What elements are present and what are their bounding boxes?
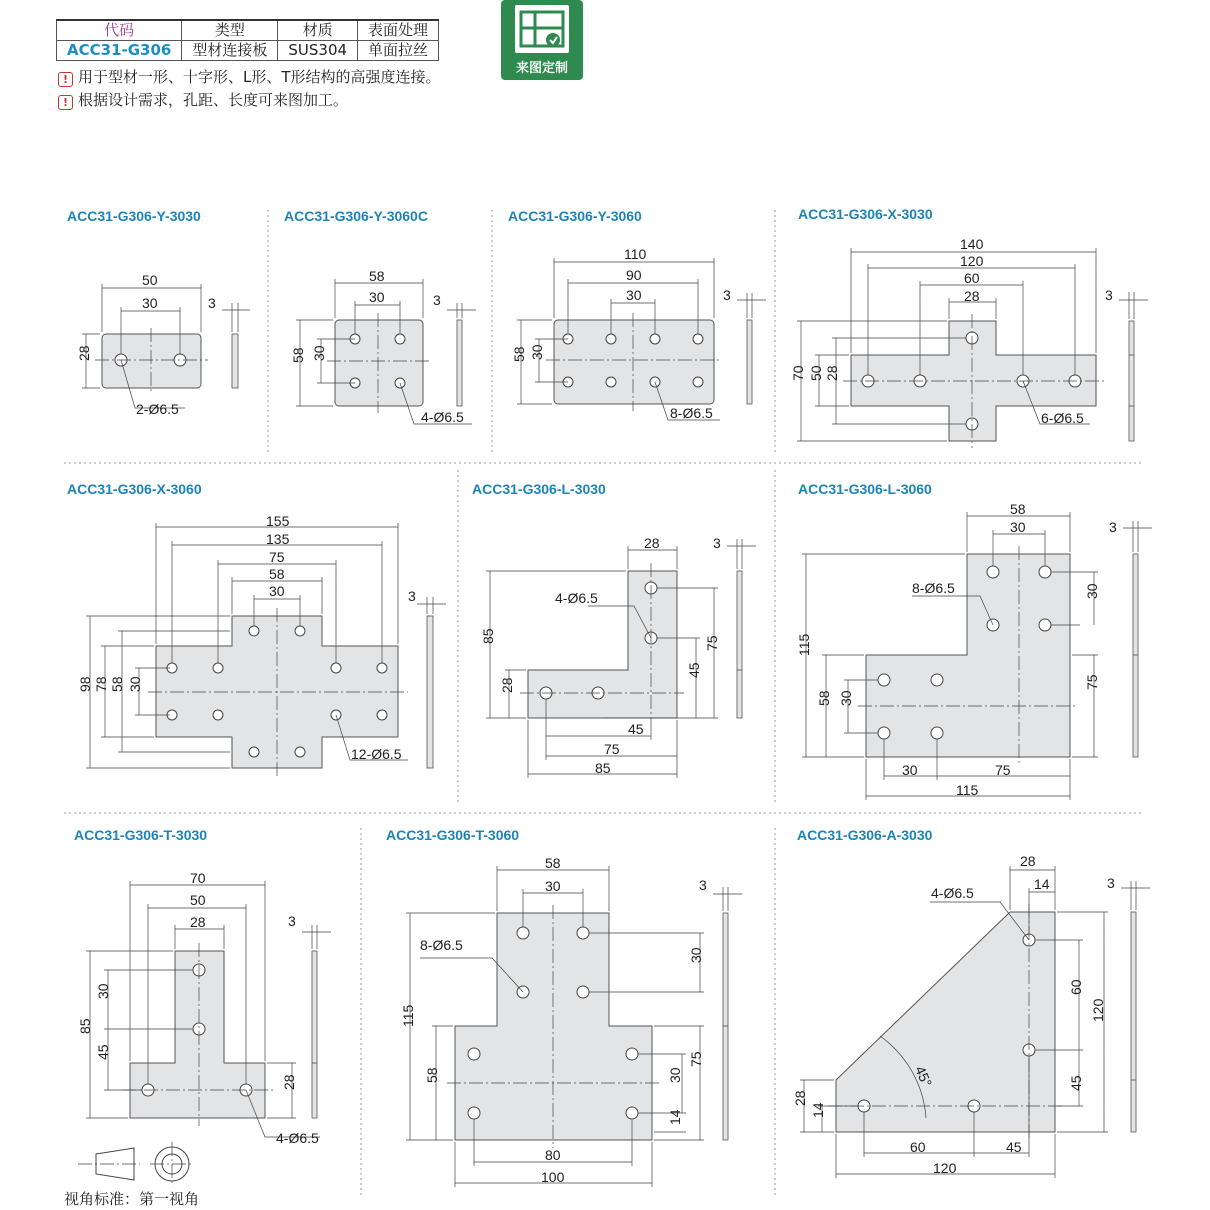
svg-text:30: 30 — [127, 676, 143, 692]
plate-side-view — [747, 320, 752, 404]
svg-text:100: 100 — [541, 1169, 565, 1185]
svg-text:28: 28 — [792, 1090, 808, 1106]
svg-text:50: 50 — [808, 365, 824, 381]
part-title: ACC31-G306-X-3060 — [67, 481, 202, 497]
value-code: ACC31-G306 — [57, 41, 182, 61]
svg-text:3: 3 — [408, 588, 416, 604]
svg-text:58: 58 — [1010, 501, 1026, 517]
svg-text:3: 3 — [208, 295, 216, 311]
svg-text:110: 110 — [624, 246, 647, 262]
svg-text:70: 70 — [190, 870, 206, 886]
svg-text:28: 28 — [499, 677, 515, 693]
svg-text:120: 120 — [1090, 998, 1106, 1022]
value-finish: 单面拉丝 — [358, 41, 439, 61]
part-title: ACC31-G306-T-3060 — [386, 827, 520, 843]
svg-text:45°: 45° — [912, 1063, 936, 1090]
plate-y-3030 — [76, 272, 250, 417]
svg-text:28: 28 — [190, 914, 206, 930]
note-2-text: 根据设计需求，孔距、长度可来图加工。 — [78, 91, 349, 109]
svg-text:85: 85 — [595, 760, 611, 776]
plate-side-view — [457, 320, 462, 406]
value-type: 型材连接板 — [182, 41, 278, 61]
plate — [866, 554, 1070, 757]
svg-text:4-Ø6.5: 4-Ø6.5 — [276, 1130, 319, 1146]
svg-text:50: 50 — [142, 272, 158, 288]
col-code: 代码 — [57, 20, 182, 41]
svg-text:4-Ø6.5: 4-Ø6.5 — [555, 590, 598, 606]
svg-text:6-Ø6.5: 6-Ø6.5 — [1041, 410, 1084, 426]
svg-text:30: 30 — [529, 344, 545, 360]
svg-text:85: 85 — [77, 1018, 93, 1034]
plate-y-3060 — [511, 246, 766, 421]
svg-text:30: 30 — [626, 287, 642, 303]
svg-text:58: 58 — [424, 1067, 440, 1083]
svg-text:30: 30 — [838, 690, 854, 706]
part-title: ACC31-G306-Y-3060C — [284, 208, 428, 224]
plate-l-3030 — [480, 535, 756, 778]
svg-text:75: 75 — [995, 762, 1011, 778]
svg-text:58: 58 — [269, 566, 285, 582]
svg-text:45: 45 — [1068, 1075, 1084, 1091]
svg-text:45: 45 — [1006, 1139, 1022, 1155]
svg-text:70: 70 — [790, 365, 806, 381]
svg-text:14: 14 — [810, 1102, 826, 1118]
svg-text:85: 85 — [480, 628, 496, 644]
col-material: 材质 — [278, 20, 358, 41]
svg-text:30: 30 — [902, 762, 918, 778]
svg-text:75: 75 — [704, 635, 720, 651]
svg-text:90: 90 — [626, 267, 642, 283]
svg-text:58: 58 — [816, 690, 832, 706]
svg-text:4-Ø6.5: 4-Ø6.5 — [421, 409, 464, 425]
svg-text:75: 75 — [688, 1051, 704, 1067]
svg-text:3: 3 — [288, 913, 296, 929]
svg-text:78: 78 — [93, 676, 109, 692]
svg-text:14: 14 — [667, 1109, 683, 1125]
svg-text:30: 30 — [311, 345, 327, 361]
svg-text:80: 80 — [545, 1147, 561, 1163]
plate-side-view — [232, 334, 238, 388]
svg-text:58: 58 — [545, 855, 561, 871]
plate — [335, 320, 423, 406]
svg-text:120: 120 — [933, 1160, 957, 1176]
svg-text:50: 50 — [190, 892, 206, 908]
note-1-text: 用于型材一形、十字形、L形、T形结构的高强度连接。 — [78, 68, 441, 86]
plate-side-view — [1133, 554, 1138, 757]
svg-text:3: 3 — [699, 877, 707, 893]
svg-text:45: 45 — [95, 1044, 111, 1060]
svg-text:3: 3 — [1107, 875, 1115, 891]
warning-icon: ! — [58, 72, 73, 87]
svg-text:140: 140 — [960, 236, 984, 252]
svg-text:4-Ø6.5: 4-Ø6.5 — [931, 885, 974, 901]
part-title: ACC31-G306-X-3030 — [798, 206, 933, 222]
plate-t-3060 — [400, 855, 742, 1187]
plate-x-3060 — [77, 513, 446, 776]
svg-text:60: 60 — [910, 1139, 926, 1155]
svg-text:14: 14 — [1034, 876, 1050, 892]
svg-text:155: 155 — [266, 513, 290, 529]
svg-text:8-Ø6.5: 8-Ø6.5 — [670, 405, 713, 421]
first-angle-projection-symbol — [78, 1142, 194, 1186]
svg-text:3: 3 — [1105, 287, 1113, 303]
col-finish: 表面处理 — [358, 20, 439, 41]
warning-icon: ! — [58, 95, 73, 110]
svg-text:75: 75 — [604, 741, 620, 757]
svg-text:3: 3 — [713, 535, 721, 551]
svg-text:115: 115 — [796, 633, 812, 656]
svg-text:60: 60 — [1068, 979, 1084, 995]
svg-text:58: 58 — [511, 346, 527, 362]
svg-text:98: 98 — [77, 676, 93, 692]
svg-text:2-Ø6.5: 2-Ø6.5 — [136, 401, 179, 417]
plate-side-view — [427, 616, 433, 768]
svg-text:60: 60 — [964, 270, 980, 286]
col-type: 类型 — [182, 20, 278, 41]
svg-text:12-Ø6.5: 12-Ø6.5 — [351, 746, 402, 762]
plate-side-view — [723, 913, 728, 1140]
plate-a-3030 — [792, 853, 1150, 1178]
part-title: ACC31-G306-T-3030 — [74, 827, 208, 843]
svg-text:3: 3 — [433, 292, 441, 308]
svg-text:3: 3 — [1109, 519, 1117, 535]
plate-x-3030 — [790, 236, 1148, 448]
part-title: ACC31-G306-L-3060 — [798, 481, 932, 497]
plate-side-view — [1129, 321, 1134, 441]
part-title: ACC31-G306-A-3030 — [797, 827, 933, 843]
part-title: ACC31-G306-Y-3060 — [508, 208, 642, 224]
svg-text:135: 135 — [266, 531, 290, 547]
svg-text:28: 28 — [281, 1074, 297, 1090]
svg-text:30: 30 — [1084, 583, 1100, 599]
part-title: ACC31-G306-Y-3030 — [67, 208, 201, 224]
svg-text:75: 75 — [269, 549, 285, 565]
svg-text:115: 115 — [400, 1004, 416, 1027]
svg-text:30: 30 — [688, 947, 704, 963]
svg-text:120: 120 — [960, 253, 984, 269]
svg-text:58: 58 — [369, 268, 385, 284]
plate-t-3030 — [77, 870, 331, 1146]
svg-text:58: 58 — [290, 347, 306, 363]
svg-text:75: 75 — [1084, 674, 1100, 690]
plate — [554, 320, 714, 404]
value-material: SUS304 — [278, 41, 358, 61]
plate-side-view — [737, 571, 742, 718]
svg-text:8-Ø6.5: 8-Ø6.5 — [420, 937, 463, 953]
svg-text:30: 30 — [369, 289, 385, 305]
svg-text:45: 45 — [686, 662, 702, 678]
plate-l-3060 — [796, 501, 1152, 800]
svg-text:30: 30 — [545, 878, 561, 894]
svg-text:28: 28 — [964, 288, 980, 304]
plate-side-view — [1131, 912, 1136, 1132]
svg-text:28: 28 — [824, 365, 840, 381]
svg-text:28: 28 — [1020, 853, 1036, 869]
svg-text:30: 30 — [269, 583, 285, 599]
plate-side-view — [312, 951, 317, 1118]
plate-y-3060c — [290, 268, 476, 425]
svg-text:45: 45 — [628, 721, 644, 737]
plate — [455, 913, 652, 1140]
plate — [836, 912, 1055, 1132]
svg-text:115: 115 — [956, 782, 979, 798]
svg-text:58: 58 — [109, 676, 125, 692]
svg-text:28: 28 — [76, 345, 92, 361]
svg-text:28: 28 — [644, 535, 660, 551]
projection-caption: 视角标准：第一视角 — [64, 1190, 200, 1208]
svg-text:30: 30 — [142, 295, 158, 311]
svg-text:3: 3 — [723, 287, 731, 303]
part-title: ACC31-G306-L-3030 — [472, 481, 606, 497]
badge-label: 来图定制 — [515, 61, 568, 76]
svg-text:30: 30 — [95, 983, 111, 999]
svg-text:8-Ø6.5: 8-Ø6.5 — [912, 580, 955, 596]
svg-text:30: 30 — [667, 1067, 683, 1083]
svg-text:30: 30 — [1010, 519, 1026, 535]
